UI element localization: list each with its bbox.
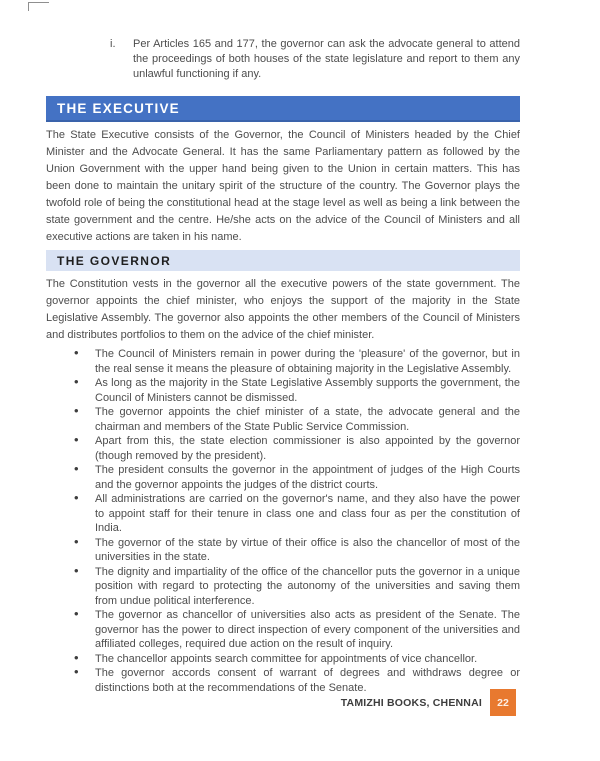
bullet-item: • The governor as chancellor of universities also acts as president of the Senate. The governor has the power to direct inspection of every component of the universities and affiliated colleges, required due action on the result of inquiry. bbox=[46, 608, 520, 652]
governor-paragraph: The Constitution vests in the governor all the executive powers of the state government. The governor appoints the chief minister, who enjoys the support of the majority in the State Legislative Assembly. The governor also appoints the other members of the Council of Ministers and distributes portfolios to them on the advice of the chief minister. bbox=[46, 278, 520, 341]
bullet-item: • The Council of Ministers remain in power during the 'pleasure' of the governor, but in the real sense it means the pleasure of obtaining majority in the Legislative Assembly. bbox=[46, 347, 520, 376]
bullet-item: • Apart from this, the state election commissioner is also appointed by the governor (though removed by the president). bbox=[46, 434, 520, 463]
page-number-badge: 22 bbox=[490, 689, 516, 716]
bullet-item: • The president consults the governor in the appointment of judges of the High Courts and the governor appoints the judges of the district courts. bbox=[46, 463, 520, 492]
bullet-item: • All administrations are carried on the governor's name, and they also have the power to appoint staff for their tenure in class one and class four as per the constitution of India. bbox=[46, 492, 520, 536]
list-item-text: Per Articles 165 and 177, the governor can ask the advocate general to attend the proceedings of both houses of the state legislature and report to them any unlawful functioning if any. bbox=[133, 38, 520, 80]
governor-bullet-list bbox=[46, 347, 520, 695]
publisher-name: TAMIZHI BOOKS, CHENNAI bbox=[340, 696, 482, 709]
list-marker: i. bbox=[110, 38, 116, 50]
bullet-item: • The dignity and impartiality of the office of the chancellor puts the governor in a unique position with regard to protecting the autonomy of the universities and saving them from undue political interference. bbox=[46, 565, 520, 609]
list-item-roman-i bbox=[46, 37, 520, 82]
page-footer bbox=[341, 689, 516, 716]
bullet-item: • As long as the majority in the State Legislative Assembly supports the government, the Council of Ministers cannot be dismissed. bbox=[46, 376, 520, 405]
section-title-executive: THE EXECUTIVE bbox=[57, 101, 180, 116]
bullet-item: • The chancellor appoints search committee for appointments of vice chancellor. bbox=[46, 652, 520, 667]
section-header-the-governor bbox=[46, 250, 520, 271]
executive-paragraph: The State Executive consists of the Governor, the Council of Ministers headed by the Chief Minister and the Advocate General. It has the same Parliamentary pattern as followed by the Union Government with the upper hand being given to the Union in certain matters. This has been done to maintain the unitary spirit of the structure of the country. The Governor plays the twofold role of being the constitutional head at the stage level as well as being a link between the state government and the centre. He/she acts on the advice of the Council of Ministers and all executive actions are taken in his name. bbox=[46, 129, 520, 243]
section-header-the-executive bbox=[46, 96, 520, 122]
section-title-governor: THE GOVERNOR bbox=[57, 254, 172, 268]
bullet-item: • The governor appoints the chief minister of a state, the advocate general and the chairman and members of the State Public Service Commission. bbox=[46, 405, 520, 434]
page-content bbox=[46, 0, 520, 695]
bullet-item: • The governor accords consent of warrant of degrees and withdraws degree or distinctions both at the recommendations of the Senate. bbox=[46, 666, 520, 695]
bullet-item: • The governor of the state by virtue of their office is also the chancellor of most of the universities in the state. bbox=[46, 536, 520, 565]
